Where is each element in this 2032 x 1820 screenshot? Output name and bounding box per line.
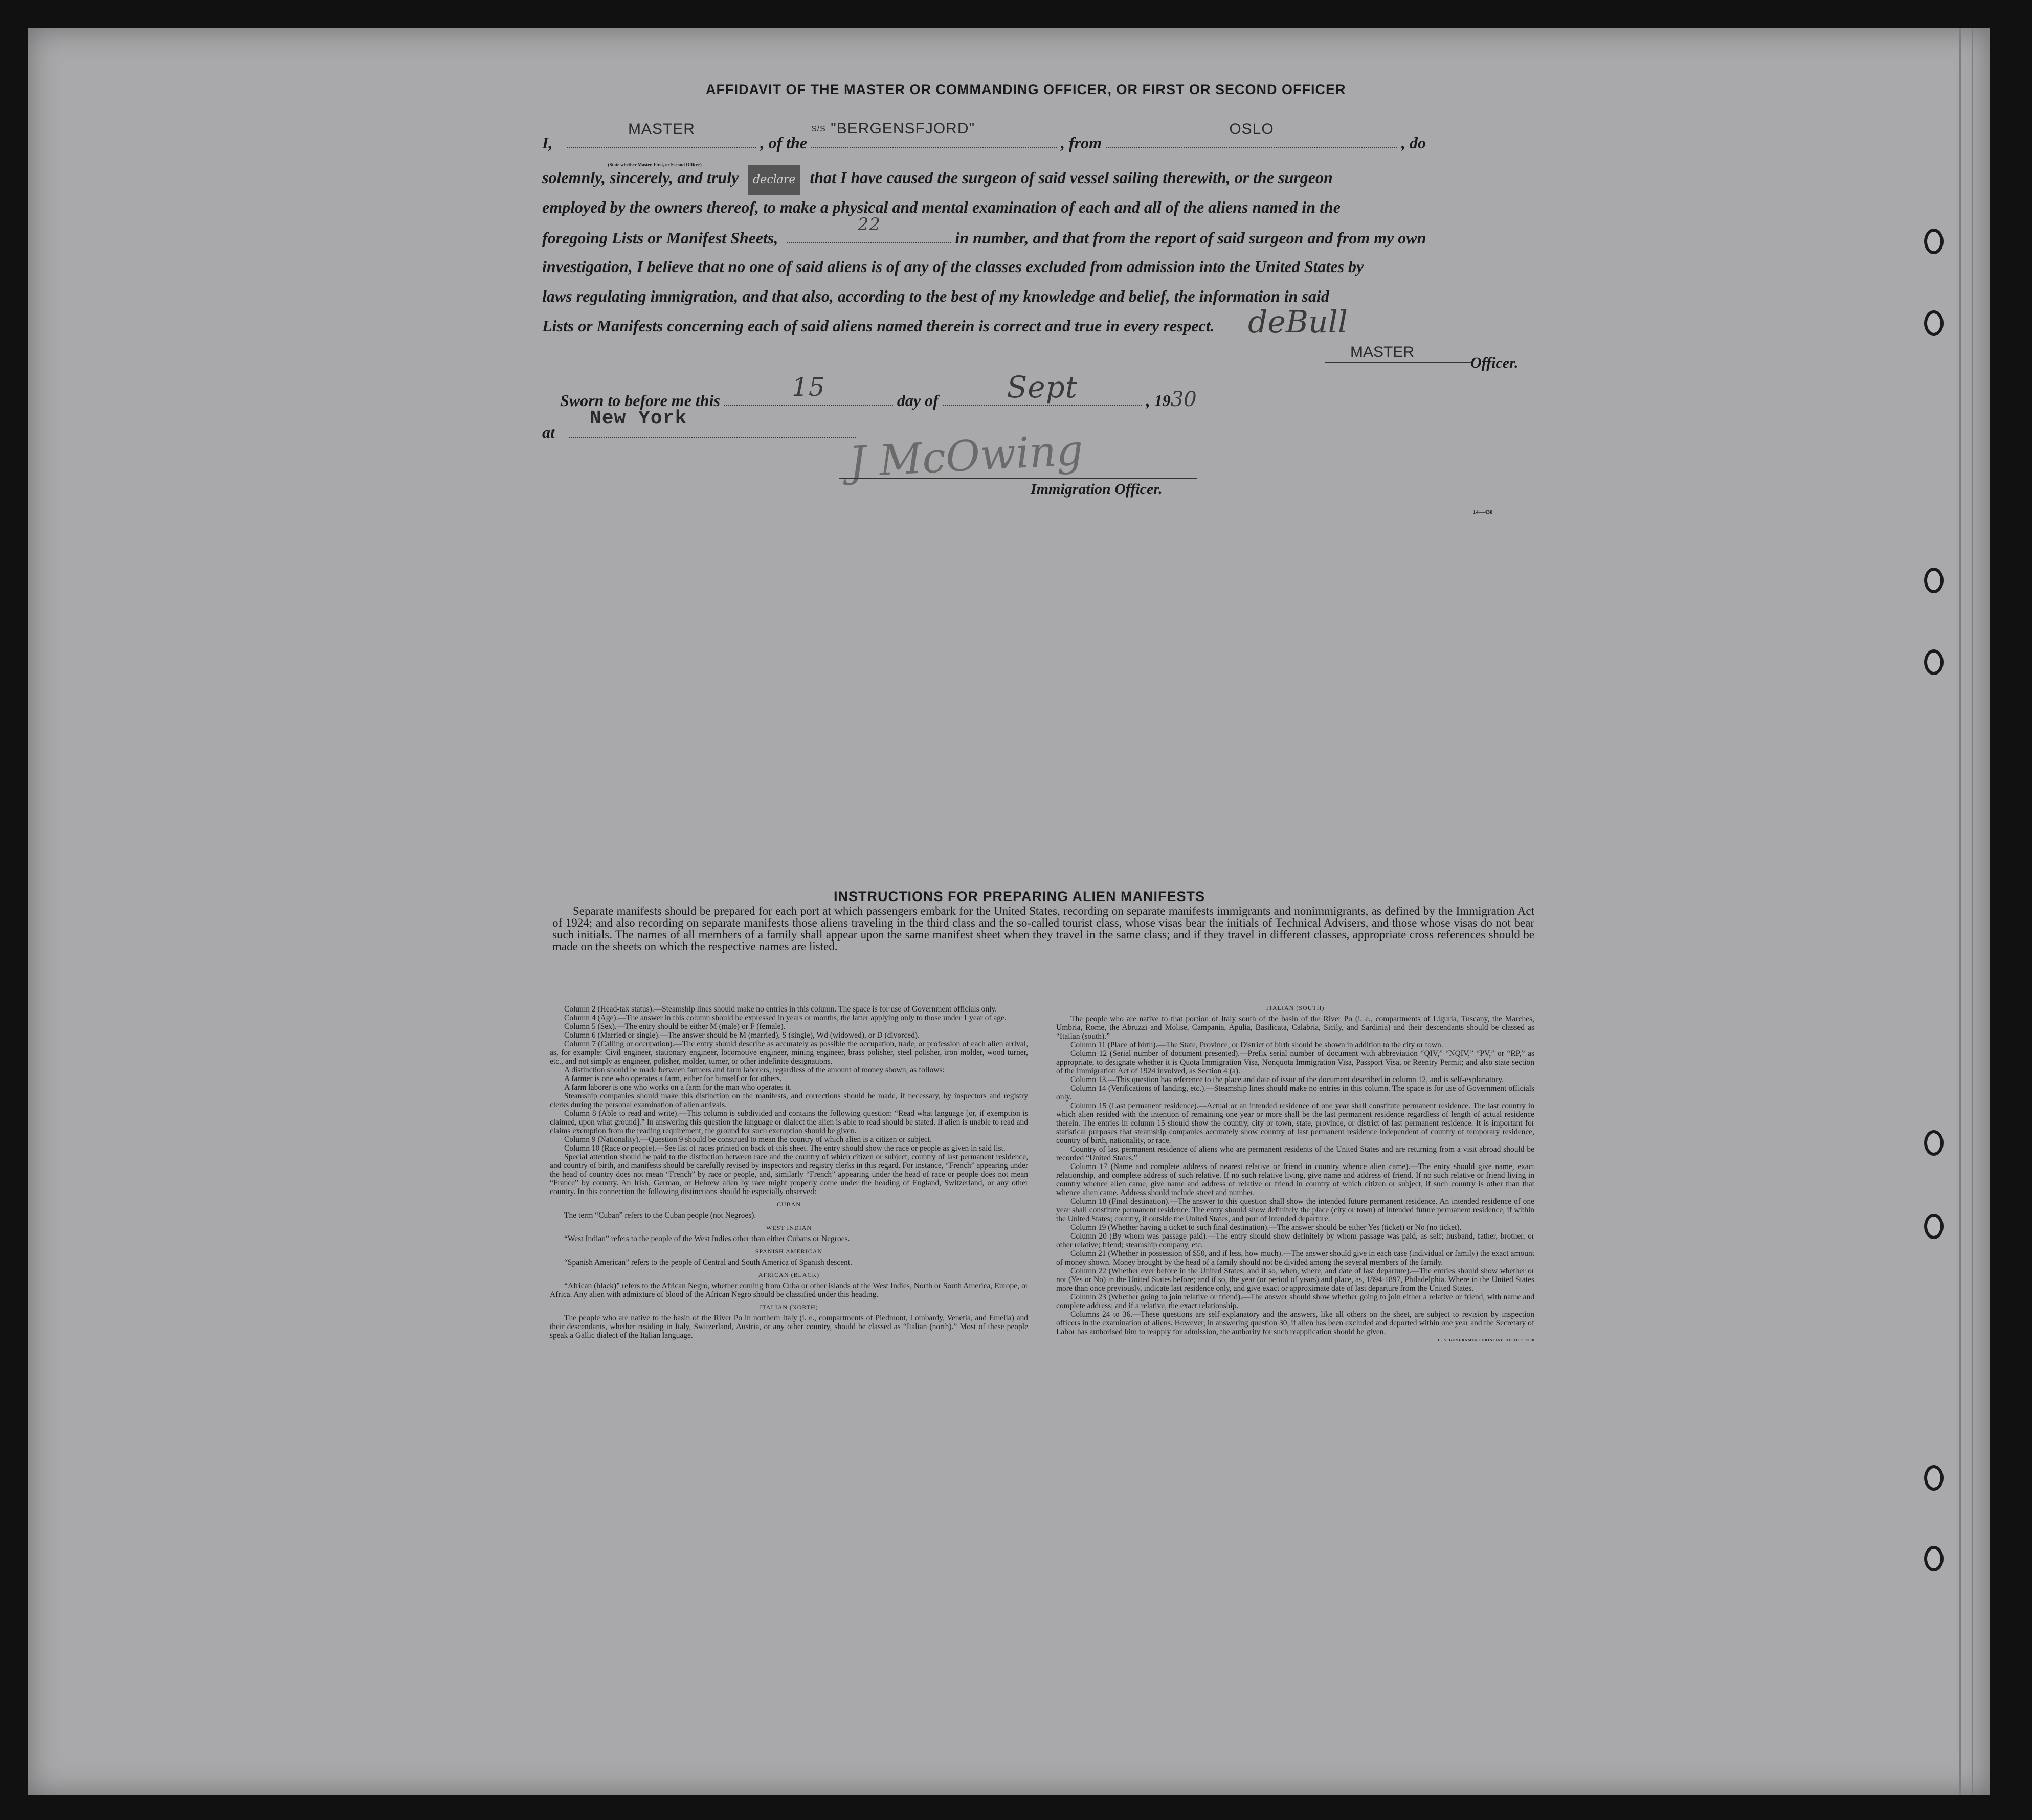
binder-hole: [1924, 1130, 1944, 1156]
immigration-line: [839, 478, 1197, 479]
of-the-label: , of the: [760, 133, 807, 152]
master-signature: deBull: [1248, 304, 1348, 340]
page-edge-line: [1972, 28, 1973, 1795]
african-text: “African (black)” refers to the African Negro, whether coming from Cuba or other islands of the West Indies, North or South America, Europe, or Africa. Any alien with admixture of blood of the African Negro should be classified under this heading.: [550, 1282, 1028, 1299]
instructions-right-column: [1056, 1000, 1534, 1345]
instruction-paragraph: Column 17 (Name and complete address of nearest relative or friend in country whence alien came).—The entry should give name, exact relationship, and complete address of such relative. If no such relative living, give name and address of friend. If no such relative or friend living in country whence alien came, give name and address of relative or friend in country of which citizen or subject, if such country is other than that whence alien came. Address should include street and number.: [1056, 1162, 1534, 1197]
sheets-field: [787, 214, 951, 243]
instruction-paragraph: Column 22 (Whether ever before in the United States; and if so, when, where, and date of last departure).—The entries should show whether or not (Yes or No) in the United States before; and if so, the year (or period of years) and place, as, 1894-1897, Philadelphia. Where in the United States more than once previously, indicate last residence only, and give exact or approximate date of last departure from the United States.: [1056, 1267, 1534, 1293]
officer-line: [1325, 362, 1473, 363]
affidavit-line-1: [542, 120, 1560, 167]
instruction-paragraph: A distinction should be made between farmers and farm laborers, regardless of the amount of money shown, as follows:: [564, 1066, 945, 1074]
instruction-paragraph: Column 7 (Calling or occupation).—The entry should describe as accurately as possible the occupation, trade, or profession of each alien arrival, as, for example: Civil engineer, stationary engineer, locomotive engineer, mining engineer, brass polisher, steel polisher, iron molder, wood turner, etc., and not simply as engineer, polisher, molder, turner, or other indefinite designations.: [550, 1040, 1028, 1066]
instruction-paragraph: Column 5 (Sex).—The entry should be either M (male) or F (female).: [564, 1022, 786, 1031]
binder-hole: [1924, 1465, 1944, 1491]
port-field: [1106, 121, 1397, 148]
vessel-name: "BERGENSFJORD": [831, 120, 975, 137]
officer-rank: MASTER: [1350, 344, 1415, 361]
do-label: , do: [1401, 133, 1426, 152]
italian-north-text: The people who are native to the basin of the River Po in northern Italy (i. e., compartments of Piedmont, Lombardy, Venetia, and Emelia) and their descendants, whether residing in Italy, Switzerland, Austria, or any other country, should be classed as “Italian (north).” Most of these people speak a Gallic dialect of the Italian language.: [550, 1314, 1028, 1340]
place-field: [569, 408, 856, 438]
instruction-paragraph: Column 12 (Serial number of document presented).—Prefix serial number of document with abbreviation “QIV,” “NQIV,” “PV,” or “RP,” as appropriate, to designate whether it is Quota Immigration Visa, Nonquota Immigration Visa, Passport Visa, or Reentry Permit; and also state section of the Immigration Act of 1924 involved, as Section 4 (a).: [1056, 1049, 1534, 1075]
instruction-paragraph: Column 20 (By whom was passage paid).—The entry should show definitely by whom passage was paid, as self; husband, father, brother, or other relative; friend; steamship company, etc.: [1056, 1232, 1534, 1249]
sworn-year: 30: [1170, 388, 1197, 411]
instruction-paragraph: Column 21 (Whether in possession of $50, and if less, how much).—The answer should give in each case (individual or family) the exact amount of money shown. Money brought by the head of a family should not be divided among the several members of the family.: [1056, 1249, 1534, 1267]
instruction-paragraph: Column 4 (Age).—The answer in this column should be expressed in years or months, the latter applying only to those under 1 year of age.: [564, 1014, 1007, 1022]
instructions-intro: Separate manifests should be prepared for each port at which passengers embark for the United States, recording on separate manifests immigrants and nonimmigrants, as defined by the Immigration Act of 1924; and also recording on separate manifests those aliens traveling in the third class and the so-called tourist class, whose visas bear the initials of Technical Advisers, and those whose visas do not bear such initials. The names of all members of a family shall appear upon the same manifest sheet when they travel in the same class; and if they travel in different classes, appropriate cross references should be made on the sheets on which the respective names are listed.: [552, 905, 1534, 953]
west-indian-heading: WEST INDIAN: [766, 1224, 812, 1231]
affidavit-text: in number, and that from the report of said surgeon and from my own: [955, 229, 1426, 247]
spanish-american-heading: SPANISH AMERICAN: [755, 1248, 823, 1255]
binder-hole: [1924, 229, 1944, 254]
italian-south-heading: ITALIAN (SOUTH): [1266, 1004, 1325, 1012]
instruction-paragraph: The people who are native to that portion of Italy south of the basin of the River Po (i. e., compartments of Liguria, Tuscany, the Marches, Umbria, Rome, the Abruzzi and Molise, Campania, Apulia, Basilicata, Calabria, Sicily, and Sardinia) and their descendants should be classed as “Italian (south).”: [1056, 1015, 1534, 1041]
binder-hole: [1924, 568, 1944, 593]
instruction-paragraph: Column 14 (Verifications of landing, etc.).—Steamship lines should make no entries in this column. The space is for use of Government officials only.: [1056, 1084, 1534, 1102]
vessel-field: [811, 120, 1057, 148]
affidavit-i: I,: [542, 133, 553, 152]
instruction-paragraph: Column 10 (Race or people).—See list of races printed on back of this sheet. The entry should show the race or people as given in said list.: [564, 1144, 1006, 1153]
cuban-heading: CUBAN: [776, 1201, 801, 1208]
instructions-left-column: [550, 1005, 1028, 1340]
instruction-paragraph: Columns 24 to 36.—These questions are self-explanatory and the answers, like all others on the sheet, are subject to revision by inspection officers in the examination of aliens. However, in answering question 30, if alien has been excluded and deported within one year and the Secretary of Labor has authorised him to reapply for admission, the authority for such reapplication should be given.: [1056, 1310, 1534, 1336]
instruction-paragraph: Special attention should be paid to the distinction between race and the country of which citizen or subject, country of last permanent residence, and country of birth, and manifests should be carefully revised by inspectors and registry clerks in this regard. For instance, “French” appearing under the head of country does not mean “French” by race or people, and, similarly “French” appearing under the head of race or people does not mean “France” by country. An Irish, German, or Hebrew alien by race might properly come under the heading of England, Switzerland, or any other country. In this connection the following distinctions should be especially observed:: [550, 1153, 1028, 1196]
african-heading: AFRICAN (BLACK): [758, 1271, 820, 1278]
from-label: , from: [1061, 133, 1102, 152]
instruction-paragraph: A farmer is one who operates a farm, either for himself or for others.: [564, 1074, 782, 1083]
immigration-label: Immigration Officer.: [1031, 481, 1163, 498]
affidavit-title: AFFIDAVIT OF THE MASTER OR COMMANDING OFFICER, OR FIRST OR SECOND OFFICER: [706, 82, 1346, 97]
instruction-paragraph: A farm laborer is one who works on a farm for the man who operates it.: [564, 1083, 792, 1092]
binder-hole: [1924, 649, 1944, 675]
cuban-text: The term “Cuban” refers to the Cuban people (not Negroes).: [564, 1211, 756, 1220]
instructions-title: INSTRUCTIONS FOR PREPARING ALIEN MANIFESTS: [834, 889, 1205, 904]
affidavit-line-5: investigation, I believe that no one of said aliens is of any of the classes excluded from admission into the United States by: [542, 257, 1364, 276]
affidavit-line-4: [542, 214, 1560, 253]
port-value: OSLO: [1229, 121, 1274, 138]
declare-handwritten: declare: [748, 165, 800, 195]
officer-label: Officer.: [1470, 354, 1519, 371]
binder-hole: [1924, 310, 1944, 336]
affidavit-line-6: laws regulating immigration, and that also, according to the best of my knowledge and belief, the information in said: [542, 287, 1329, 305]
instruction-paragraph: Column 19 (Whether having a ticket to such final destination).—The answer should be either Yes (ticket) or No (no ticket).: [1070, 1223, 1462, 1232]
instruction-paragraph: Column 8 (Able to read and write).—This column is subdivided and contains the following question: “Read what language [or, if exemption is claimed, upon what ground].” In answering this question the language or dialect the alien is able to read should be stated. If alien is unable to read and claims exemption from the reading requirement, the ground for such exemption should be given.: [550, 1109, 1028, 1135]
instruction-paragraph: Steamship companies should make this distinction on the manifests, and corrections should be made, if necessary, by inspectors and registry clerks during the personal examination of alien arrivals.: [550, 1092, 1028, 1109]
instruction-paragraph: Column 13.—This question has reference to the place and date of issue of the document described in column 12, and is self-explanatory.: [1070, 1075, 1504, 1084]
sworn-label: Sworn to before me this: [560, 391, 720, 410]
sworn-month: Sept: [1007, 370, 1078, 405]
affidavit-text: that I have caused the surgeon of said vessel sailing therewith, or the surgeon: [810, 168, 1333, 187]
day-of-label: day of: [897, 391, 939, 410]
affidavit-text: foregoing Lists or Manifest Sheets,: [542, 229, 778, 247]
year-prefix: , 19: [1146, 391, 1171, 410]
west-indian-text: “West Indian” refers to the people of the West Indies other than either Cubans or Negroes.: [564, 1234, 850, 1243]
at-label: at: [542, 423, 555, 441]
printer-note: U. S. GOVERNMENT PRINTING OFFICE: 1930: [1438, 1338, 1534, 1342]
sworn-day-field: [724, 372, 893, 406]
sworn-month-field: [943, 370, 1142, 406]
instruction-paragraph: Column 9 (Nationality).—Question 9 should be construed to mean the country of which alien is a citizen or subject.: [564, 1135, 932, 1144]
rank-value: MASTER: [628, 121, 695, 138]
instruction-paragraph: Column 6 (Married or single).—The answer should be M (married), S (single), Wd (widowed), or D (divorced).: [564, 1031, 920, 1040]
form-number: 14—430: [1473, 509, 1493, 515]
instruction-paragraph: Column 15 (Last permanent residence).—Actual or an intended residence of one year shall constitute permanent residence. The last country in which alien resided with the intention of remaining one year or more shall be the last permanent residence regardless of length of actual residence therein. The entries in column 15 should show the country, city or town, state, province, or district of last permanent residence. It is important for statistical purposes that steamship companies accurately show country of last permanent residence independent of country of temporary residence, country of birth, nationality, or race.: [1056, 1102, 1534, 1145]
sheets-value: 22: [857, 214, 881, 235]
immigration-signature: J McOwing: [847, 426, 1084, 487]
binder-hole: [1924, 1546, 1944, 1571]
instruction-paragraph: Column 23 (Whether going to join relative or friend).—The answer should show whether going to join either a relative or friend, with name and complete address; and if a relative, the exact relationship.: [1056, 1293, 1534, 1310]
affidavit-line-2: [542, 163, 1560, 195]
rank-note: (State whether Master, First, or Second Officer): [608, 162, 702, 167]
instruction-paragraph: Column 2 (Head-tax status).—Steamship lines should make no entries in this column. The space is for use of Government officials only.: [564, 1005, 997, 1014]
spanish-american-text: “Spanish American” refers to the people of Central and South America of Spanish descent.: [564, 1258, 853, 1267]
instruction-paragraph: Column 18 (Final destination).—The answer to this question shall show the intended future permanent residence. An intended residence of one year shall constitute permanent residence. The entry should show definitely the place (city or town) of intended future permanent residence, if within the United States; country, if outside the United States, and port of intended departure.: [1056, 1197, 1534, 1223]
affidavit-text: solemnly, sincerely, and truly: [542, 168, 739, 187]
rank-field: [567, 121, 756, 167]
affidavit-line-3: employed by the owners thereof, to make a physical and mental examination of each and all of the aliens named in the: [542, 198, 1341, 216]
italian-north-heading: ITALIAN (NORTH): [760, 1304, 818, 1311]
instruction-paragraph: Country of last permanent residence of aliens who are permanent residents of the United States and are returning from a visit abroad should be recorded “United States.”: [1056, 1145, 1534, 1162]
instruction-paragraph: Column 11 (Place of birth).—The State, Province, or District of birth should be shown in addition to the city or town.: [1070, 1041, 1443, 1049]
binder-hole: [1924, 1214, 1944, 1239]
page-fold-line: [1959, 28, 1961, 1795]
sworn-day: 15: [792, 372, 825, 402]
affidavit-line-7: Lists or Manifests concerning each of said aliens named therein is correct and true in every respect.: [542, 317, 1215, 335]
vessel-prefix: S/S: [811, 125, 826, 133]
place-value: New York: [589, 408, 687, 430]
